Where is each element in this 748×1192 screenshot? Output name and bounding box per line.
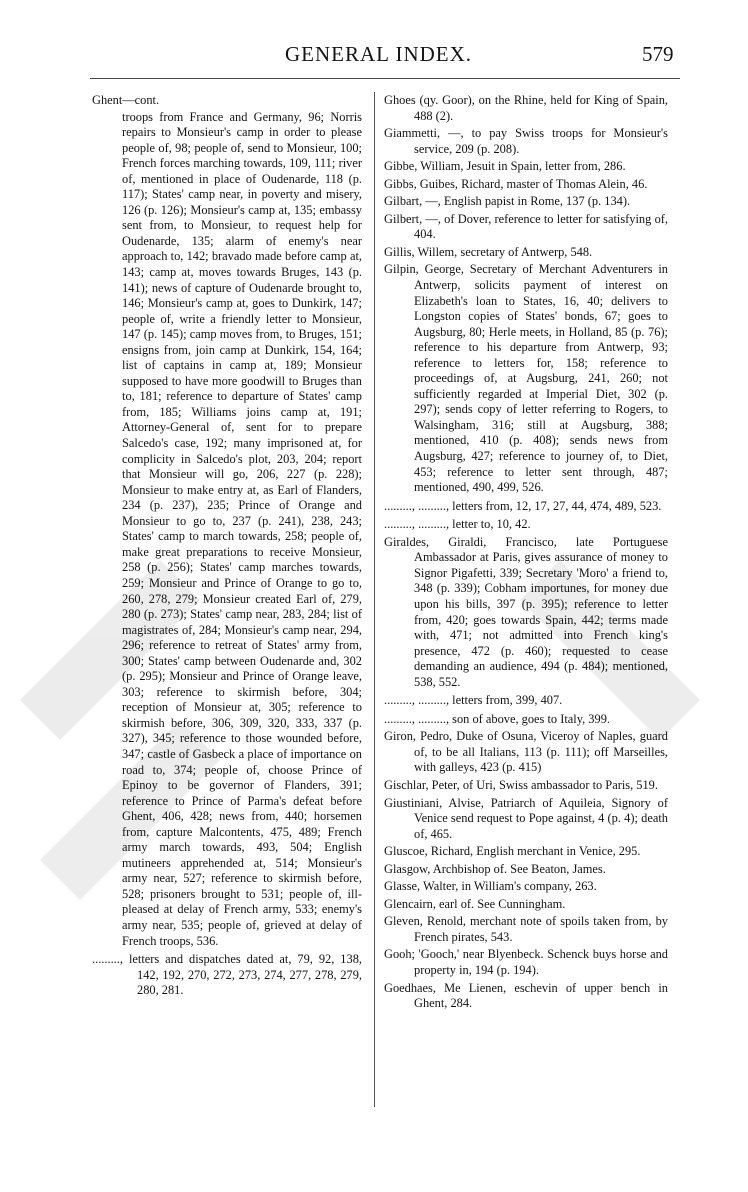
index-entry: Gilbert, —, of Dover, reference to letter for satisfying of, 404. — [384, 211, 668, 242]
entry-body — [122, 110, 362, 950]
page-number: 579 — [642, 42, 674, 66]
index-entry: Gleven, Renold, merchant note of spoils taken from, by French pirates, 543. — [384, 914, 668, 944]
header-rule — [90, 78, 680, 79]
sub-entry: ........., ........., letters from, 12, 17, 27, 44, 474, 489, 523. — [384, 498, 662, 513]
sub-entry: ........., letters and dispatches dated at, 79, 92, 138, 142, 192, 270, 272, 273, 274, 277, 278, 279, 280, 281. — [92, 952, 362, 998]
index-entry: Giammetti, —, to pay Swiss troops for Monsieur's service, 209 (p. 208). — [384, 126, 668, 156]
sub-entry: ........., ........., letter to, 10, 42. — [384, 517, 531, 532]
sub-entry: ........., ........., letters from, 399, 407. — [384, 693, 563, 708]
index-entry: Gilbart, —, English papist in Rome, 137 (p. 134). — [384, 194, 631, 209]
index-entry: Gillis, Willem, secretary of Antwerp, 548. — [384, 244, 593, 259]
index-entry: Glasse, Walter, in William's company, 263. — [384, 879, 597, 894]
left-column — [92, 93, 362, 1011]
right-column — [384, 93, 668, 1014]
index-entry: Gibbe, William, Jesuit in Spain, letter from, 286. — [384, 159, 626, 174]
entry-text: troops from France and Germany, 96; Norris repairs to Monsieur's camp in order to please people of, 98; people of, send to Monsieur, 100; French forces marching towards, 109, 111; river of, mentioned in place of Oudenarde, 118 (p. 117); States' camp near, in poverty and misery, 126 (p. 126); Monsieur's camp at, 135; embassy sent from, to Monsieur, to request help for Oudenarde, 135; alarm of enemy's near approach to, 142; bravado made before camp at, 143; camp at, moves towards Bruges, 143 (p. 141); news of capture of Oudenarde brought to, 146; Monsieur's camp at, goes to Dunkirk, 147; people of, write a friendly letter to Monsieur, 147 (p. 145); camp moves from, to Bruges, 151; ensigns from, join camp at Dunkirk, 154, 164; list of captains in camp at, 189; Monsieur supposed to have more goodwill to Bruges than to, 181; reference to departure of States' camp from, 185; Williams joins camp at, 191; Attorney-General of, sent for to prepare Salcedo's case, 192; many imprisoned at, for complicity in Salcedo's plot, 203, 204; report that Monsieur will go, 206, 227 (p. 228); Monsieur to make entry at, as Earl of Flanders, 234 (p. 237), 235; Prince of Orange and Monsieur to go to, 237 (p. 241), 238, 243; States' camp to march towards, 258; people of, make great preparations to receive Monsieur, 258 (p. 256); States' camp marches towards, 259; Monsieur and Prince of Orange to go to, 260, 278, 279; Monsieur created Earl of, 279, 280 (p. 273); States' camp near, 283, 284; list of magistrates of, 284; Monsieur's camp near, 294, 296; reference to retreat of States' army from, 300; States' camp between Oudenarde and, 302 (p. 295); Monsieur and Prince of Orange leave, 303; reference to skirmish before, 304; reception of Monsieur at, 305; reference to skirmish before, 306, 309, 320, 333, 337 (p. 327), 345; reference to those wounded before, 347; castle of Gasbeck a place of importance on road to, 374; people of, choose Prince of Epinoy to be governor of Flanders, 391; reference to Prince of Parma's defeat before Ghent, 406, 428; news from, 440; horsemen from, capture Malcontents, 475, 489; French army march towards, 493, 504; English mutineers apprehended at, 514; Monsieur's army near, 527; reference to skirmish before, 528; prisoners brought to 531; people of, ill-pleased at delay of French army, 533; enemy's army near, 535; people of, grieved at delay of French troops, 536. — [122, 109, 362, 948]
index-entry: Gilpin, George, Secretary of Merchant Adventurers in Antwerp, solicits payment of interest on Elizabeth's loan to States, 16, 40; delivers to Longston copies of States' bonds, 67; goes to Augsburg, 80; Herle meets, in Holland, 85 (p. 76); reference to his departure from Antwerp, 93; reference to letters for, 158; reference to proceedings of, at Augsburg, 241, 260; not sufficiently regarded at Imperial Diet, 302 (p. 297); sends copy of letter referring to Rogers, to Walsingham, 316; still at Augsburg, 388; mentioned, 410 (p. 408); sends news from Augsburg, 427; reference to journey of, to Diet, 453; reference to letter sent through, 487; mentioned, 490, 499, 526. — [384, 262, 668, 495]
index-entry: Glasgow, Archbishop of. See Beaton, James. — [384, 861, 606, 876]
index-entry: Giraldes, Giraldi, Francisco, late Portuguese Ambassador at Paris, gives assurance of money to Signor Pigafetti, 339; Secretary 'Moro' a friend to, 348 (p. 339); Cobham importunes, for money due upon his bills, 397 (p. 395); reference to letter from, 420; goes towards Spain, 442; terms made with, 471; not admitted into French king's presence, 472 (p. 460); requested to cease demanding an audience, 494 (p. 484); mentioned, 538, 552. — [384, 534, 668, 689]
page-header — [0, 42, 748, 72]
index-entry: Gluscoe, Richard, English merchant in Venice, 295. — [384, 844, 641, 859]
index-entry: Ghoes (qy. Goor), on the Rhine, held for King of Spain, 488 (2). — [384, 93, 668, 123]
index-entry: Giustiniani, Alvise, Patriarch of Aquileia, Signory of Venice send request to Pope against, 4 (p. 4); death of, 465. — [384, 795, 668, 841]
column-divider — [374, 92, 375, 1107]
index-entry: Glencairn, earl of. See Cunningham. — [384, 896, 566, 911]
sub-entry: ........., ........., son of above, goes to Italy, 399. — [384, 711, 610, 726]
running-title: GENERAL INDEX. — [285, 42, 473, 66]
index-entry: Gooh; 'Gooch,' near Blyenbeck. Schenck buys horse and property in, 194 (p. 194). — [384, 947, 668, 977]
index-entry: Gibbs, Guibes, Richard, master of Thomas Alein, 46. — [384, 176, 648, 191]
index-entry: Giron, Pedro, Duke of Osuna, Viceroy of Naples, guard of, to be all Italians, 113 (p. 111); off Marseilles, with galleys, 423 (p. 415) — [384, 729, 668, 775]
index-entry: Gischlar, Peter, of Uri, Swiss ambassador to Paris, 519. — [384, 777, 658, 792]
index-entry: Goedhaes, Me Lienen, eschevin of upper bench in Ghent, 284. — [384, 980, 668, 1011]
entry-heading: Ghent—cont. — [92, 93, 160, 107]
